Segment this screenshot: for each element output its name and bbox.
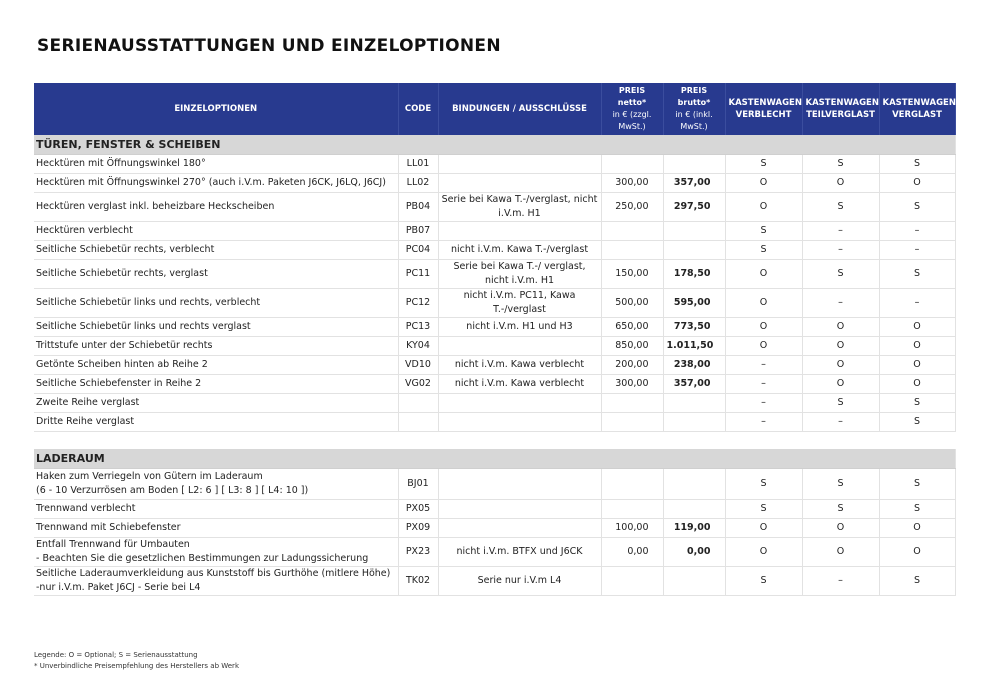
price-gross <box>663 155 725 174</box>
option-bindings: nicht i.V.m. H1 und H3 <box>438 318 601 337</box>
price-net <box>601 413 663 432</box>
price-gross <box>663 469 725 500</box>
option-code: LL01 <box>398 155 438 174</box>
option-bindings: nicht i.V.m. Kawa verblecht <box>438 356 601 375</box>
option-bindings <box>438 337 601 356</box>
price-net: 0,00 <box>601 538 663 567</box>
kw-teilverglast-value: – <box>802 289 879 318</box>
option-code: PX09 <box>398 519 438 538</box>
header-price-net-sub: in € (zzgl. MwSt.) <box>612 110 652 131</box>
option-name <box>34 289 398 318</box>
kw-teilverglast-value: O <box>802 538 879 567</box>
option-name <box>34 413 398 432</box>
option-name-line-2: (6 - 10 Verzurrösen am Boden [ L2: 6 ] [ L3: 8 ] [ L4: 10 ]) <box>36 485 309 496</box>
section-header-row <box>34 135 955 155</box>
kw-teilverglast-value: O <box>802 356 879 375</box>
option-code: PB04 <box>398 193 438 222</box>
price-gross: 357,00 <box>663 375 725 394</box>
kw-verblecht-value: S <box>725 469 802 500</box>
kw-verblecht-value: – <box>725 356 802 375</box>
price-net <box>601 155 663 174</box>
kw-verglast-value: S <box>879 193 955 222</box>
option-name <box>34 469 398 500</box>
option-name <box>34 356 398 375</box>
option-name-line: Trennwand verblecht <box>36 503 136 514</box>
kw-verblecht-value: – <box>725 375 802 394</box>
option-code: PC04 <box>398 241 438 260</box>
option-bindings <box>438 413 601 432</box>
option-bindings: Serie bei Kawa T.-/verglast, nicht i.V.m. H1 <box>438 193 601 222</box>
option-name-line: Hecktüren verblecht <box>36 225 133 236</box>
option-name <box>34 222 398 241</box>
option-name <box>34 567 398 596</box>
section-spacer <box>34 432 955 450</box>
option-code: VD10 <box>398 356 438 375</box>
price-gross: 0,00 <box>663 538 725 567</box>
option-name <box>34 500 398 519</box>
kw-verglast-value: – <box>879 222 955 241</box>
kw-verglast-value: O <box>879 538 955 567</box>
price-net <box>601 469 663 500</box>
spacer-cell <box>34 432 955 450</box>
kw-verglast-value: – <box>879 241 955 260</box>
option-bindings <box>438 469 601 500</box>
price-net: 250,00 <box>601 193 663 222</box>
kw-verblecht-value: O <box>725 193 802 222</box>
option-name-line: Dritte Reihe verglast <box>36 416 135 427</box>
price-gross <box>663 241 725 260</box>
option-name <box>34 375 398 394</box>
price-net: 500,00 <box>601 289 663 318</box>
table-row <box>34 567 955 596</box>
option-code: BJ01 <box>398 469 438 500</box>
table-row <box>34 519 955 538</box>
option-name-line: Hecktüren mit Öffnungswinkel 270° (auch i.V.m. Paketen J6CK, J6LQ, J6CJ) <box>36 177 386 188</box>
price-gross: 357,00 <box>663 174 725 193</box>
kw-verblecht-value: – <box>725 394 802 413</box>
price-gross: 595,00 <box>663 289 725 318</box>
kw-verglast-value: O <box>879 174 955 193</box>
option-name-line: Hecktüren mit Öffnungswinkel 180° <box>36 158 206 169</box>
kw-verglast-value: O <box>879 519 955 538</box>
kw-teilverglast-value: O <box>802 519 879 538</box>
price-gross <box>663 500 725 519</box>
option-name-line: Entfall Trennwand für Umbauten <box>36 539 190 550</box>
option-bindings: nicht i.V.m. Kawa T.-/verglast <box>438 241 601 260</box>
option-code: KY04 <box>398 337 438 356</box>
option-code: PX05 <box>398 500 438 519</box>
option-name <box>34 538 398 567</box>
kw-teilverglast-value: – <box>802 413 879 432</box>
option-name <box>34 155 398 174</box>
header-price-gross-sub: in € (inkl. MwSt.) <box>675 110 713 131</box>
price-gross: 1.011,50 <box>663 337 725 356</box>
option-bindings <box>438 174 601 193</box>
table-row <box>34 356 955 375</box>
kw-teilverglast-value: – <box>802 222 879 241</box>
option-bindings: nicht i.V.m. Kawa verblecht <box>438 375 601 394</box>
price-gross: 297,50 <box>663 193 725 222</box>
kw-teilverglast-value: S <box>802 394 879 413</box>
kw-verblecht-value: O <box>725 174 802 193</box>
option-code: PC13 <box>398 318 438 337</box>
option-bindings: nicht i.V.m. PC11, Kawa T.-/verglast <box>438 289 601 318</box>
option-name-line: Zweite Reihe verglast <box>36 397 140 408</box>
header-price-gross-title: PREIS brutto* <box>677 86 711 107</box>
kw-verblecht-value: S <box>725 222 802 241</box>
kw-teilverglast-value: S <box>802 260 879 289</box>
option-bindings <box>438 222 601 241</box>
option-name-line: Seitliche Schiebetür rechts, verblecht <box>36 244 215 255</box>
header-price-net <box>601 83 663 135</box>
price-net: 300,00 <box>601 375 663 394</box>
section-title: TÜREN, FENSTER & SCHEIBEN <box>34 135 955 155</box>
option-code <box>398 394 438 413</box>
kw-verblecht-value: O <box>725 260 802 289</box>
option-code: VG02 <box>398 375 438 394</box>
price-gross: 119,00 <box>663 519 725 538</box>
option-name <box>34 174 398 193</box>
option-name <box>34 318 398 337</box>
option-bindings: nicht i.V.m. BTFX und J6CK <box>438 538 601 567</box>
option-name <box>34 193 398 222</box>
kw-verblecht-value: – <box>725 413 802 432</box>
option-code: PC12 <box>398 289 438 318</box>
price-net: 200,00 <box>601 356 663 375</box>
price-net <box>601 567 663 596</box>
price-net <box>601 500 663 519</box>
kw-teilverglast-value: O <box>802 337 879 356</box>
table-row <box>34 289 955 318</box>
kw-verblecht-value: O <box>725 519 802 538</box>
option-code: TK02 <box>398 567 438 596</box>
kw-verglast-value: S <box>879 394 955 413</box>
kw-teilverglast-value: S <box>802 155 879 174</box>
header-kw-verblecht: KASTENWAGEN VERBLECHT <box>725 83 802 135</box>
kw-verglast-value: O <box>879 375 955 394</box>
header-code: CODE <box>398 83 438 135</box>
option-bindings <box>438 155 601 174</box>
price-gross: 773,50 <box>663 318 725 337</box>
kw-teilverglast-value: S <box>802 193 879 222</box>
option-name-line-2: - Beachten Sie die gesetzlichen Bestimmungen zur Ladungssicherung <box>36 553 369 564</box>
kw-teilverglast-value: O <box>802 174 879 193</box>
option-code: PX23 <box>398 538 438 567</box>
section-title: LADERAUM <box>34 449 955 469</box>
option-name <box>34 337 398 356</box>
price-net: 650,00 <box>601 318 663 337</box>
option-code <box>398 413 438 432</box>
table-row <box>34 469 955 500</box>
option-code: PB07 <box>398 222 438 241</box>
price-net: 850,00 <box>601 337 663 356</box>
table-row <box>34 174 955 193</box>
price-net <box>601 222 663 241</box>
price-gross: 238,00 <box>663 356 725 375</box>
header-price-net-title: PREIS netto* <box>617 86 647 107</box>
kw-teilverglast-value: O <box>802 375 879 394</box>
table-row <box>34 500 955 519</box>
option-code: LL02 <box>398 174 438 193</box>
page-title: SERIENAUSSTATTUNGEN UND EINZELOPTIONEN <box>37 36 501 56</box>
option-code: PC11 <box>398 260 438 289</box>
option-name <box>34 519 398 538</box>
kw-verblecht-value: O <box>725 538 802 567</box>
kw-verglast-value: O <box>879 356 955 375</box>
price-gross <box>663 222 725 241</box>
kw-verblecht-value: O <box>725 289 802 318</box>
option-name-line: Seitliche Schiebetür rechts, verglast <box>36 268 208 279</box>
table-row <box>34 538 955 567</box>
table-row <box>34 155 955 174</box>
option-bindings: Serie bei Kawa T.-/ verglast, nicht i.V.m. H1 <box>438 260 601 289</box>
table-header-row <box>34 83 955 135</box>
footnote-text: * Unverbindliche Preisempfehlung des Herstellers ab Werk <box>34 662 239 670</box>
kw-verglast-value: – <box>879 289 955 318</box>
kw-verglast-value: S <box>879 260 955 289</box>
option-bindings: Serie nur i.V.m L4 <box>438 567 601 596</box>
option-name-line: Seitliche Laderaumverkleidung aus Kunststoff bis Gurthöhe (mitlere Höhe) <box>36 568 391 579</box>
option-name-line: Haken zum Verriegeln von Gütern im Laderaum <box>36 471 263 482</box>
kw-verglast-value: S <box>879 567 955 596</box>
kw-verglast-value: O <box>879 337 955 356</box>
option-name-line: Hecktüren verglast inkl. beheizbare Heckscheiben <box>36 201 275 212</box>
header-kw-verglast: KASTENWAGEN VERGLAST <box>879 83 955 135</box>
option-bindings <box>438 394 601 413</box>
kw-verblecht-value: O <box>725 318 802 337</box>
kw-verblecht-value: S <box>725 241 802 260</box>
kw-verblecht-value: S <box>725 567 802 596</box>
price-net: 100,00 <box>601 519 663 538</box>
table-row <box>34 193 955 222</box>
table-row <box>34 413 955 432</box>
price-gross <box>663 567 725 596</box>
price-gross <box>663 394 725 413</box>
option-bindings <box>438 519 601 538</box>
kw-teilverglast-value: – <box>802 567 879 596</box>
option-name-line: Trennwand mit Schiebefenster <box>36 522 181 533</box>
price-net <box>601 394 663 413</box>
table-row <box>34 260 955 289</box>
header-bindings: BINDUNGEN / AUSSCHLÜSSE <box>438 83 601 135</box>
kw-verblecht-value: S <box>725 500 802 519</box>
table-row <box>34 375 955 394</box>
option-name-line: Seitliche Schiebetür links und rechts, verblecht <box>36 297 261 308</box>
kw-verblecht-value: O <box>725 337 802 356</box>
option-name <box>34 394 398 413</box>
price-gross <box>663 413 725 432</box>
section-header-row <box>34 449 955 469</box>
table-row <box>34 318 955 337</box>
option-name <box>34 260 398 289</box>
option-name-line: Seitliche Schiebetür links und rechts verglast <box>36 321 251 332</box>
table-row <box>34 337 955 356</box>
price-net <box>601 241 663 260</box>
table-row <box>34 394 955 413</box>
kw-verglast-value: S <box>879 155 955 174</box>
kw-teilverglast-value: – <box>802 241 879 260</box>
price-gross: 178,50 <box>663 260 725 289</box>
header-price-gross <box>663 83 725 135</box>
option-name-line: Trittstufe unter der Schiebetür rechts <box>36 340 213 351</box>
price-net: 300,00 <box>601 174 663 193</box>
legend-text: Legende: O = Optional; S = Serienausstattung <box>34 651 198 659</box>
options-table <box>34 83 956 596</box>
option-name-line: Getönte Scheiben hinten ab Reihe 2 <box>36 359 208 370</box>
kw-teilverglast-value: S <box>802 469 879 500</box>
header-kw-teilverglast: KASTENWAGEN TEILVERGLAST <box>802 83 879 135</box>
kw-verglast-value: S <box>879 500 955 519</box>
option-name-line: Seitliche Schiebefenster in Reihe 2 <box>36 378 202 389</box>
kw-verglast-value: S <box>879 469 955 500</box>
kw-verblecht-value: S <box>725 155 802 174</box>
kw-teilverglast-value: O <box>802 318 879 337</box>
header-option: EINZELOPTIONEN <box>34 83 398 135</box>
table-row <box>34 241 955 260</box>
kw-verglast-value: O <box>879 318 955 337</box>
kw-teilverglast-value: S <box>802 500 879 519</box>
option-name-line-2: -nur i.V.m. Paket J6CJ - Serie bei L4 <box>36 582 201 593</box>
table-row <box>34 222 955 241</box>
price-net: 150,00 <box>601 260 663 289</box>
kw-verglast-value: S <box>879 413 955 432</box>
option-name <box>34 241 398 260</box>
option-bindings <box>438 500 601 519</box>
